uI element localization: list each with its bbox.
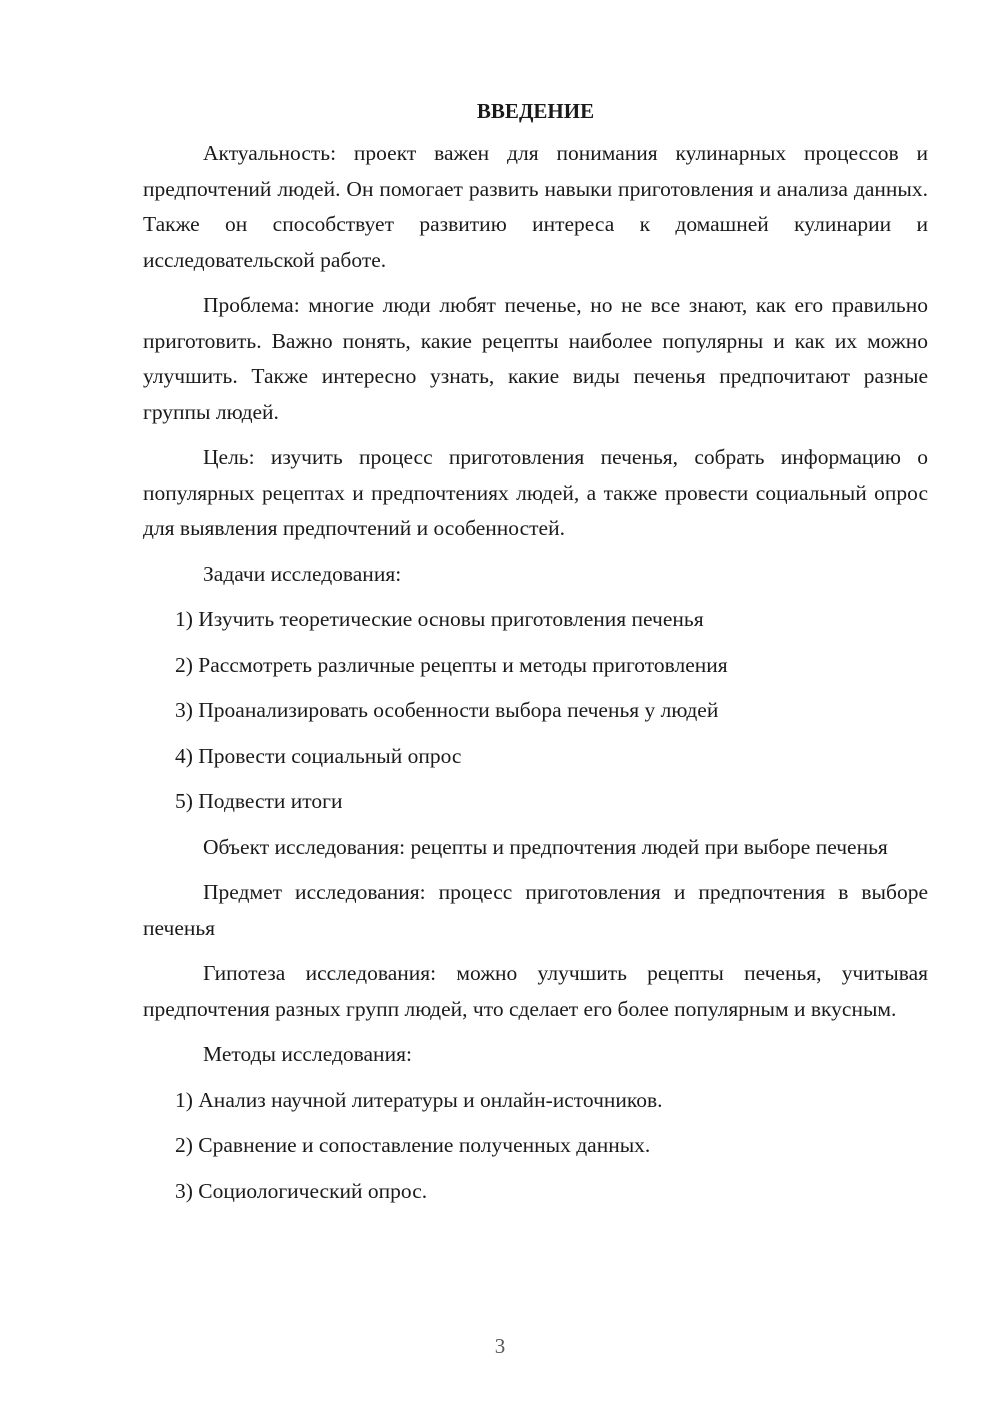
list-item: 1) Изучить теоретические основы приготовления печенья bbox=[175, 607, 704, 631]
page-title: ВВЕДЕНИЕ bbox=[476, 99, 595, 123]
tasks-list bbox=[143, 602, 928, 820]
methods-heading: Методы исследования: bbox=[203, 1042, 412, 1066]
subject-paragraph: Предмет исследования: процесс приготовления и предпочтения в выборе печенья bbox=[143, 880, 928, 940]
page-number: 3 bbox=[494, 1334, 506, 1358]
list-item: 2) Сравнение и сопоставление полученных данных. bbox=[175, 1133, 651, 1157]
hypothesis-paragraph: Гипотеза исследования: можно улучшить рецепты печенья, учитывая предпочтения разных групп людей, что сделает его более популярным и вкусным. bbox=[143, 961, 928, 1021]
list-item: 3) Социологический опрос. bbox=[175, 1178, 428, 1203]
list-item: 2) Рассмотреть различные рецепты и методы приготовления bbox=[175, 652, 728, 677]
tasks-heading: Задачи исследования: bbox=[203, 561, 402, 586]
object-paragraph: Объект исследования: рецепты и предпочтения людей при выборе печенья bbox=[203, 834, 888, 859]
methods-list bbox=[143, 1083, 928, 1210]
list-item: 4) Провести социальный опрос bbox=[175, 743, 462, 768]
relevance-paragraph: Актуальность: проект важен для понимания кулинарных процессов и предпочтений людей. Он помогает развить навыки приготовления и анализа данных. Также он способствует развитию интереса к домашней кулинарии и исследовательской работе. bbox=[143, 141, 928, 272]
list-item: 1) Анализ научной литературы и онлайн-источников. bbox=[175, 1087, 663, 1112]
goal-paragraph: Цель: изучить процесс приготовления печенья, собрать информацию о популярных рецептах и предпочтениях людей, а также провести социальный опрос для выявления предпочтений и особенностей. bbox=[143, 445, 928, 540]
problem-paragraph: Проблема: многие люди любят печенье, но не все знают, как его правильно приготовить. Важно понять, какие рецепты наиболее популярны и как их можно улучшить. Также интересно узнать, какие виды печенья предпочитают разные группы людей. bbox=[143, 293, 928, 424]
list-item: 3) Проанализировать особенности выбора печенья у людей bbox=[175, 698, 719, 722]
list-item: 5) Подвести итоги bbox=[175, 789, 343, 813]
document-page bbox=[143, 96, 928, 1209]
